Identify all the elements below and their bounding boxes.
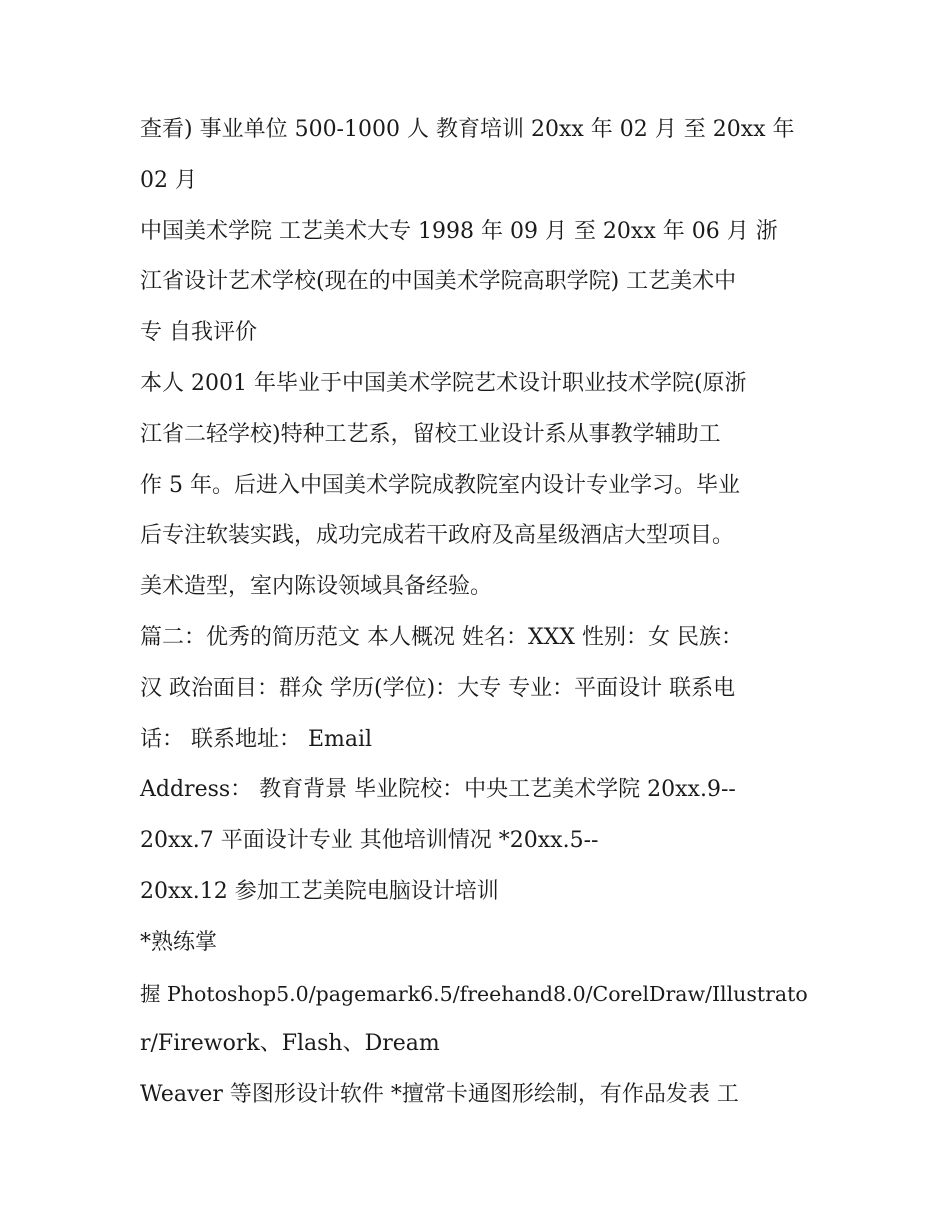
text-line: 查看) 事业单位 500-1000 人 教育培训 20xx 年 02 月 至 20xx 年	[140, 117, 795, 142]
text-line: 20xx.7 平面设计专业 其他培训情况 *20xx.5--	[140, 828, 599, 854]
text-line: *熟练掌	[140, 929, 218, 955]
text-line: 美术造型，室内陈设领域具备经验。	[140, 574, 493, 600]
text-line: Weaver 等图形设计软件 *擅常卡通图形绘制，有作品发表 工	[140, 1082, 739, 1108]
text-line: 中国美术学院 工艺美术大专 1998 年 09 月 至 20xx 年 06 月 浙	[140, 218, 778, 244]
document-body	[140, 105, 820, 1121]
text-line: 江省二轻学校)特种工艺系，留校工业设计系从事教学辅助工	[140, 421, 721, 447]
text-line: 后专注软装实践，成功完成若干政府及高星级酒店大型项目。	[140, 523, 735, 549]
text-line: 20xx.12 参加工艺美院电脑设计培训	[140, 878, 499, 904]
text-line: Address： 教育背景 毕业院校：中央工艺美术学院 20xx.9--	[140, 777, 736, 803]
text-line: 江省设计艺术学校(现在的中国美术学院高职学院) 工艺美术中	[140, 269, 737, 295]
text-line: 握 Photoshop5.0/pagemark6.5/freehand8.0/CorelDraw/Illustrato	[140, 981, 808, 1006]
text-line: 专 自我评价	[140, 320, 257, 346]
text-line: 02 月	[140, 167, 197, 193]
text-line: 汉 政治面目：群众 学历(学位)：大专 专业：平面设计 联系电	[140, 675, 736, 701]
text-line: 篇二：优秀的简历范文 本人概况 姓名：XXX 性别：女 民族：	[140, 624, 743, 650]
text-line: 本人 2001 年毕业于中国美术学院艺术设计职业技术学院(原浙	[140, 370, 747, 396]
text-line: 作 5 年。后进入中国美术学院成教院室内设计专业学习。毕业	[140, 472, 740, 498]
text-line: r/Firework、Flash、Dream	[140, 1031, 440, 1057]
text-line: 话： 联系地址： Email	[140, 726, 373, 752]
